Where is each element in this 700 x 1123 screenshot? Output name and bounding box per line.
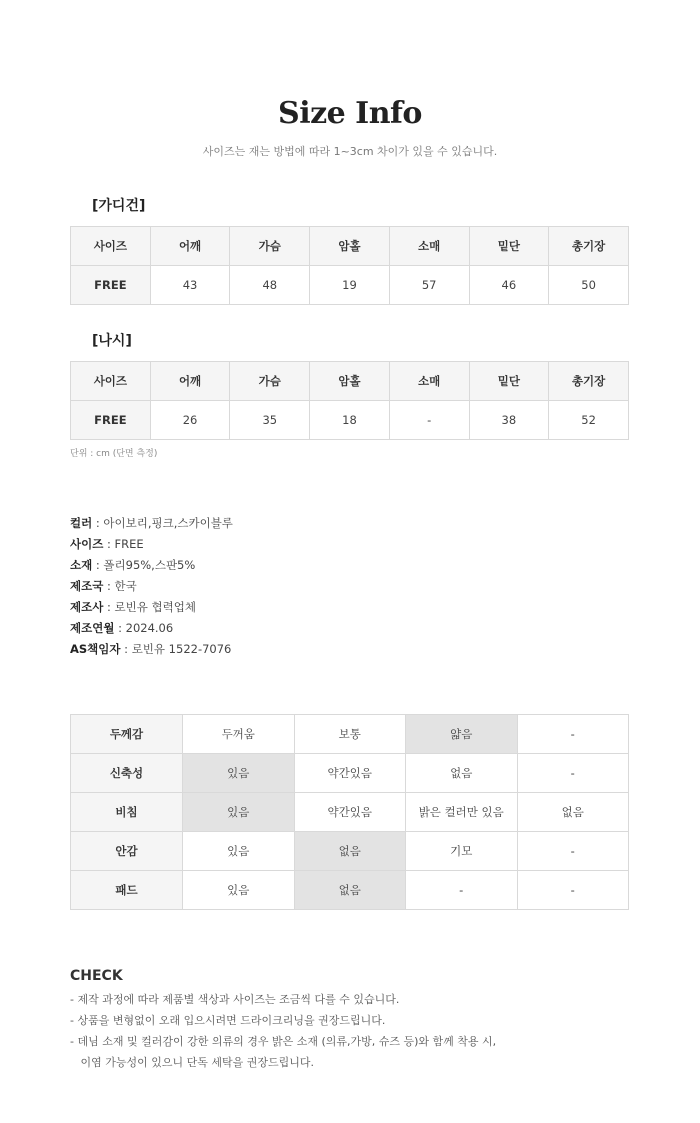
header-cell: 암홀 bbox=[310, 227, 390, 266]
feature-option: - bbox=[517, 832, 629, 871]
feature-option: - bbox=[517, 754, 629, 793]
header-cell: 가슴 bbox=[230, 227, 310, 266]
info-row bbox=[70, 618, 233, 639]
feature-option: 없음 bbox=[294, 832, 406, 871]
header-cell: 총기장 bbox=[549, 362, 629, 401]
feature-option: 약간있음 bbox=[294, 793, 406, 832]
product-info-list bbox=[70, 513, 233, 660]
info-key: 제조연월 bbox=[70, 621, 115, 635]
feature-option: - bbox=[517, 871, 629, 910]
feature-option: 있음 bbox=[183, 871, 295, 910]
feature-table bbox=[70, 714, 629, 910]
feature-option: 없음 bbox=[517, 793, 629, 832]
feature-option: - bbox=[406, 871, 518, 910]
value-cell: 57 bbox=[389, 266, 469, 305]
table-header-row bbox=[71, 227, 629, 266]
check-title: CHECK bbox=[70, 968, 123, 984]
feature-option: 기모 bbox=[406, 832, 518, 871]
info-value: : 폴리95%,스판5% bbox=[92, 558, 196, 572]
feature-option: 밝은 컬러만 있음 bbox=[406, 793, 518, 832]
table-header-row bbox=[71, 362, 629, 401]
header-cell: 밑단 bbox=[469, 362, 549, 401]
feature-row bbox=[71, 832, 629, 871]
info-value: : 로빈유 1522-7076 bbox=[120, 642, 232, 656]
info-key: 제조국 bbox=[70, 579, 104, 593]
feature-row bbox=[71, 793, 629, 832]
feature-label: 안감 bbox=[71, 832, 183, 871]
feature-option: - bbox=[517, 715, 629, 754]
feature-row bbox=[71, 871, 629, 910]
header-cell: 가슴 bbox=[230, 362, 310, 401]
value-cell: 38 bbox=[469, 401, 549, 440]
info-key: 컬러 bbox=[70, 516, 93, 530]
value-cell: 46 bbox=[469, 266, 549, 305]
header-cell: 어깨 bbox=[150, 227, 230, 266]
cardigan-size-table bbox=[70, 226, 629, 305]
info-row bbox=[70, 534, 233, 555]
nasi-section-label: [나시] bbox=[92, 333, 132, 349]
feature-label: 패드 bbox=[71, 871, 183, 910]
header-cell: 소매 bbox=[389, 227, 469, 266]
header-cell: 총기장 bbox=[549, 227, 629, 266]
table-row bbox=[71, 401, 629, 440]
feature-option: 없음 bbox=[294, 871, 406, 910]
value-cell: 50 bbox=[549, 266, 629, 305]
feature-option: 보통 bbox=[294, 715, 406, 754]
feature-option: 약간있음 bbox=[294, 754, 406, 793]
value-cell: 35 bbox=[230, 401, 310, 440]
info-key: AS책임자 bbox=[70, 642, 121, 656]
table-row bbox=[71, 266, 629, 305]
info-row bbox=[70, 639, 233, 660]
feature-label: 비침 bbox=[71, 793, 183, 832]
info-value: : 로빈유 협력업체 bbox=[103, 600, 196, 614]
check-line: - 상품을 변형없이 오래 입으시려면 드라이크리닝을 권장드립니다. bbox=[70, 1014, 386, 1027]
page-subtitle: 사이즈는 재는 방법에 따라 1~3cm 차이가 있을 수 있습니다. bbox=[202, 145, 498, 158]
feature-option: 있음 bbox=[183, 754, 295, 793]
info-row bbox=[70, 576, 233, 597]
nasi-size-table bbox=[70, 361, 629, 440]
feature-option: 얇음 bbox=[406, 715, 518, 754]
header-cell: 어깨 bbox=[150, 362, 230, 401]
info-key: 소재 bbox=[70, 558, 93, 572]
check-line: - 제작 과정에 따라 제품별 색상과 사이즈는 조금씩 다를 수 있습니다. bbox=[70, 993, 400, 1006]
value-cell: 52 bbox=[549, 401, 629, 440]
value-cell: - bbox=[389, 401, 469, 440]
feature-option: 있음 bbox=[183, 832, 295, 871]
info-value: : 아이보리,핑크,스카이블루 bbox=[92, 516, 233, 530]
page-title: Size Info bbox=[278, 96, 422, 131]
header-cell: 사이즈 bbox=[71, 362, 151, 401]
header-cell: 사이즈 bbox=[71, 227, 151, 266]
info-key: 제조사 bbox=[70, 600, 104, 614]
header-cell: 암홀 bbox=[310, 362, 390, 401]
cardigan-section-label: [가디건] bbox=[92, 198, 146, 214]
check-notes bbox=[70, 989, 496, 1073]
unit-note: 단위 : cm (단면 측정) bbox=[70, 449, 158, 459]
feature-row bbox=[71, 715, 629, 754]
size-cell: FREE bbox=[71, 266, 151, 305]
feature-row bbox=[71, 754, 629, 793]
info-value: : FREE bbox=[103, 537, 144, 551]
feature-label: 신축성 bbox=[71, 754, 183, 793]
feature-option: 없음 bbox=[406, 754, 518, 793]
value-cell: 43 bbox=[150, 266, 230, 305]
size-cell: FREE bbox=[71, 401, 151, 440]
info-row bbox=[70, 597, 233, 618]
info-row bbox=[70, 513, 233, 534]
feature-option: 있음 bbox=[183, 793, 295, 832]
header-cell: 밑단 bbox=[469, 227, 549, 266]
value-cell: 48 bbox=[230, 266, 310, 305]
info-row bbox=[70, 555, 233, 576]
feature-option: 두꺼움 bbox=[183, 715, 295, 754]
info-value: : 2024.06 bbox=[114, 621, 174, 635]
info-value: : 한국 bbox=[103, 579, 137, 593]
check-line: 이염 가능성이 있으니 단독 세탁을 권장드립니다. bbox=[70, 1056, 314, 1069]
feature-label: 두께감 bbox=[71, 715, 183, 754]
header-cell: 소매 bbox=[389, 362, 469, 401]
value-cell: 18 bbox=[310, 401, 390, 440]
value-cell: 26 bbox=[150, 401, 230, 440]
value-cell: 19 bbox=[310, 266, 390, 305]
check-line: - 데님 소재 및 컬러감이 강한 의류의 경우 밝은 소재 (의류,가방, 슈즈 등)와 함께 착용 시, bbox=[70, 1035, 497, 1048]
info-key: 사이즈 bbox=[70, 537, 104, 551]
